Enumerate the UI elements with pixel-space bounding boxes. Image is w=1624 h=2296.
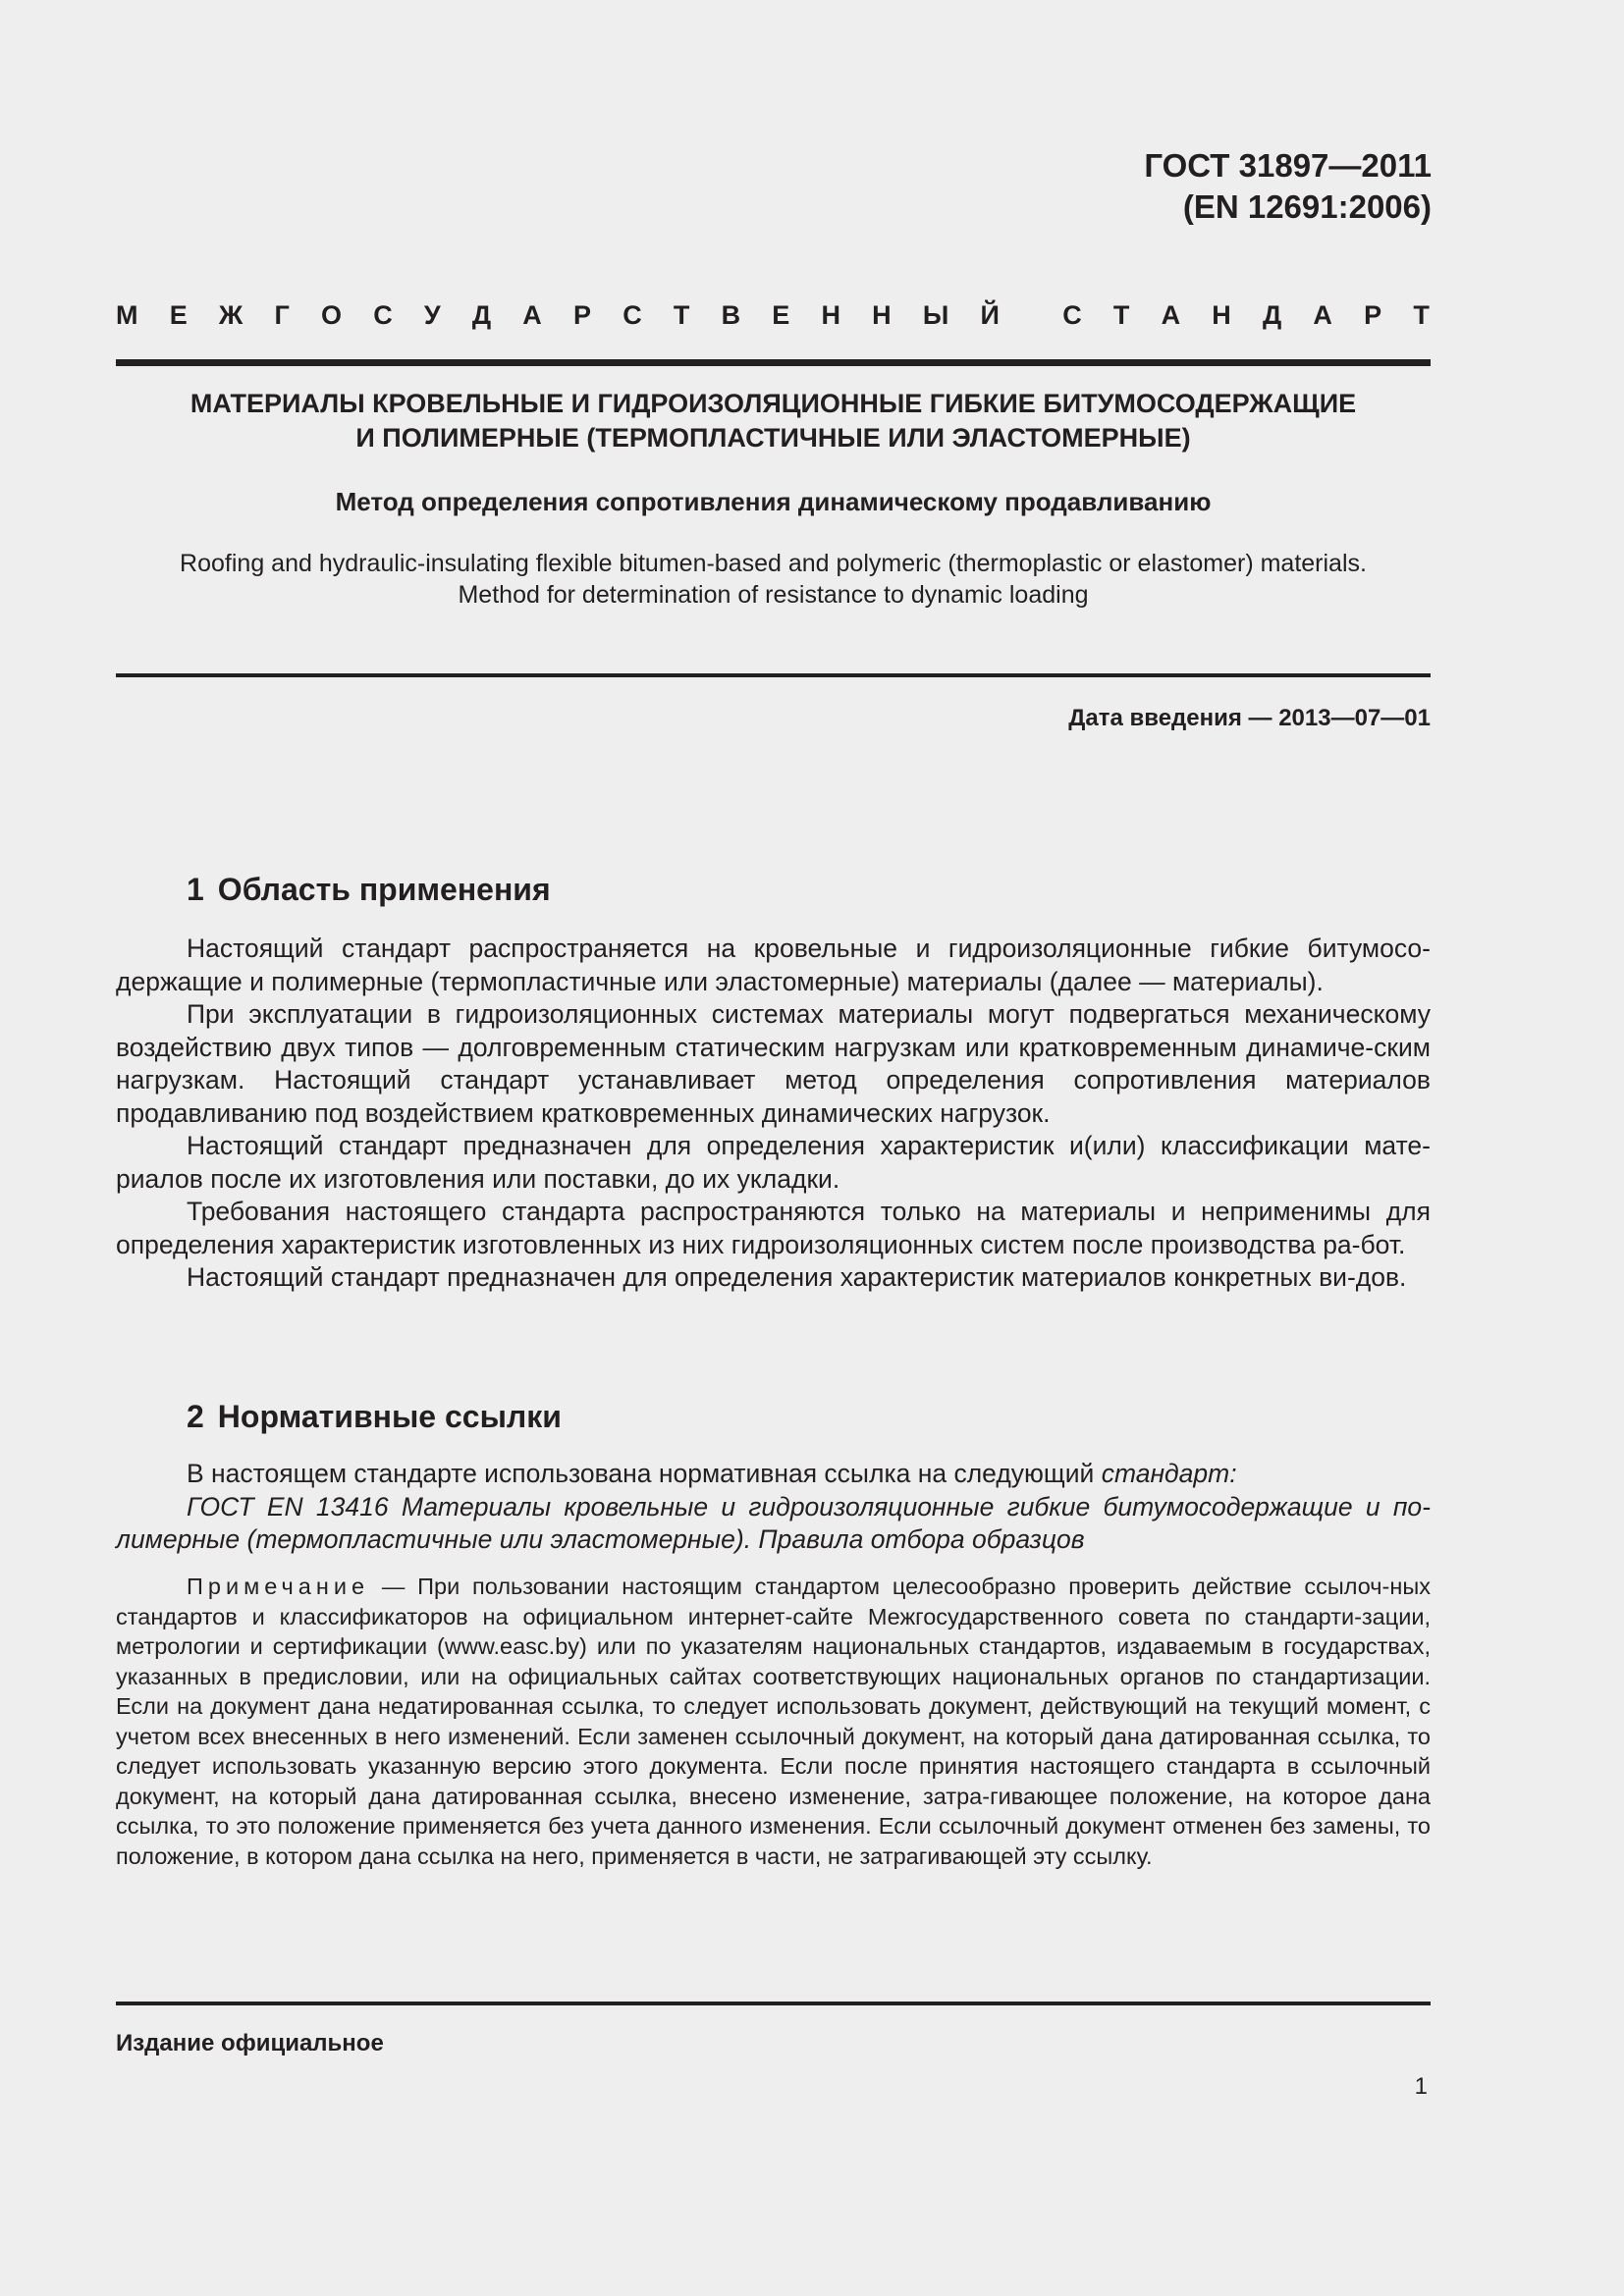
paragraph [116,1458,1431,1491]
paragraph: Требования настоящего стандарта распространяются только на материалы и неприменимы для определения характеристик изготовленных из них гидроизоляционных систем после производства ра-бот. [116,1197,1431,1259]
banner-letter: С [623,300,642,330]
banner-letter: Т [1413,300,1430,330]
section-body [116,1458,1431,1557]
introduction-date: Дата введения — 2013—07—01 [1068,705,1431,731]
standard-code-gost: ГОСТ 31897—2011 [1144,147,1432,184]
english-title-line: Method for determination of resistance to dynamic loading [458,581,1089,609]
banner-letter: Д [1262,300,1282,330]
note-paragraph [116,1572,1431,1871]
banner-letter: Й [980,300,1000,330]
paragraph-text: В настоящем стандарте использована нормативная ссылка на следующий [187,1459,1102,1488]
banner-letter: А [522,300,542,330]
banner-letter: Д [471,300,492,330]
section-title: Нормативные ссылки [217,1399,562,1434]
normative-reference: ГОСТ EN 13416 Материалы кровельные и гидроизоляционные гибкие битумосодержащие и по-лимерные (термопластичные или эластомерные). Правила отбора образцов [116,1491,1431,1554]
banner-letter: Т [1112,300,1130,330]
standard-code-en: (EN 12691:2006) [1182,188,1432,225]
note [116,1572,1431,1871]
banner-letter: С [1062,300,1082,330]
paragraph-text-italic: стандарт: [1101,1459,1237,1488]
paragraph: При эксплуатации в гидроизоляционных системах материалы могут подвергаться механическому воздействию двух типов — долговременным статическим нагрузкам или кратковременным динамиче-ским нагрузкам. Настоящий стандарт устанавливает метод определения сопротивления материалов продавливанию под воздействием кратковременных динамических нагрузок. [116,999,1431,1128]
banner-letter: С [373,300,393,330]
banner-letter: Н [821,300,840,330]
note-label: Примечание [187,1574,370,1599]
paragraph: Настоящий стандарт предназначен для определения характеристик материалов конкретных ви-дов. [187,1262,1407,1292]
banner-letter: Ж [218,300,244,330]
banner-letter: Е [772,300,790,330]
section-number: 2 [187,1399,204,1434]
section-body [116,933,1431,1295]
banner-letter: Н [872,300,892,330]
section-number: 1 [187,872,204,907]
banner-letter: В [721,300,741,330]
banner-letter: А [1161,300,1181,330]
english-title-line: Roofing and hydraulic-insulating flexible bitumen-based and polymeric (thermoplastic or elastomer) materials. [180,550,1367,577]
banner-letter: Р [572,300,591,330]
document-title [116,387,1431,455]
banner-letter: М [116,300,138,330]
divider [116,2002,1431,2005]
standard-code [1144,145,1432,228]
official-edition-label: Издание официальное [116,2030,384,2056]
paragraph: Настоящий стандарт предназначен для определения характеристик и(или) классификации мате-риалов после их изготовления или поставки, до их укладки. [116,1131,1431,1194]
title-line: МАТЕРИАЛЫ КРОВЕЛЬНЫЕ И ГИДРОИЗОЛЯЦИОННЫЕ ГИБКИЕ БИТУМОСОДЕРЖАЩИЕ [189,389,1357,418]
banner-letter: А [1313,300,1332,330]
banner-letter: Р [1364,300,1382,330]
banner-letter: Т [673,300,690,330]
interstate-standard-banner [116,300,1430,331]
banner-letter: Ы [922,300,949,330]
note-text: — При пользовании настоящим стандартом целесообразно проверить действие ссылоч-ных стандартов и классификаторов на официальном интернет-сайте Межгосударственного совета по стандарти-зации, метрологии и сертификации (www.easc.by) или по указателям национальных стандартов, издаваемым в государствах, указанных в предисловии, или на официальных сайтах соответствующих национальных органов по стандартизации. Если на документ дана недатированная ссылка, то следует использовать документ, действующий на текущий момент, с учетом всех внесенных в него изменений. Если заменен ссылочный документ, на который дана датированная ссылка, то следует использовать указанную версию этого документа. Если после принятия настоящего стандарта в ссылочный документ, на который дана датированная ссылка, внесено изменение, затра-гивающее положение, на которое дана ссылка, то это положение применяется без учета данного изменения. Если ссылочный документ отменен без замены, то положение, в котором дана ссылка на него, применяется в части, не затрагивающей эту ссылку. [116,1574,1431,1869]
divider [116,673,1431,677]
section-title: Область применения [217,872,551,907]
paragraph: Настоящий стандарт распространяется на кровельные и гидроизоляционные гибкие битумосо-держащие и полимерные (термопластичные или эластомерные) материалы (далее — материалы). [116,934,1431,996]
section-heading [187,872,551,908]
banner-letter: У [423,300,441,330]
divider [116,359,1431,366]
banner-letter: Г [274,300,290,330]
banner-letter: Н [1212,300,1231,330]
banner-letter: Е [169,300,188,330]
banner-letter: О [320,300,342,330]
section-heading [187,1399,562,1435]
title-line: И ПОЛИМЕРНЫЕ (ТЕРМОПЛАСТИЧНЫЕ ИЛИ ЭЛАСТОМЕРНЫЕ) [355,423,1191,453]
english-title [116,548,1431,611]
document-subtitle: Метод определения сопротивления динамическому продавливанию [335,487,1212,516]
page-number: 1 [1414,2073,1428,2100]
